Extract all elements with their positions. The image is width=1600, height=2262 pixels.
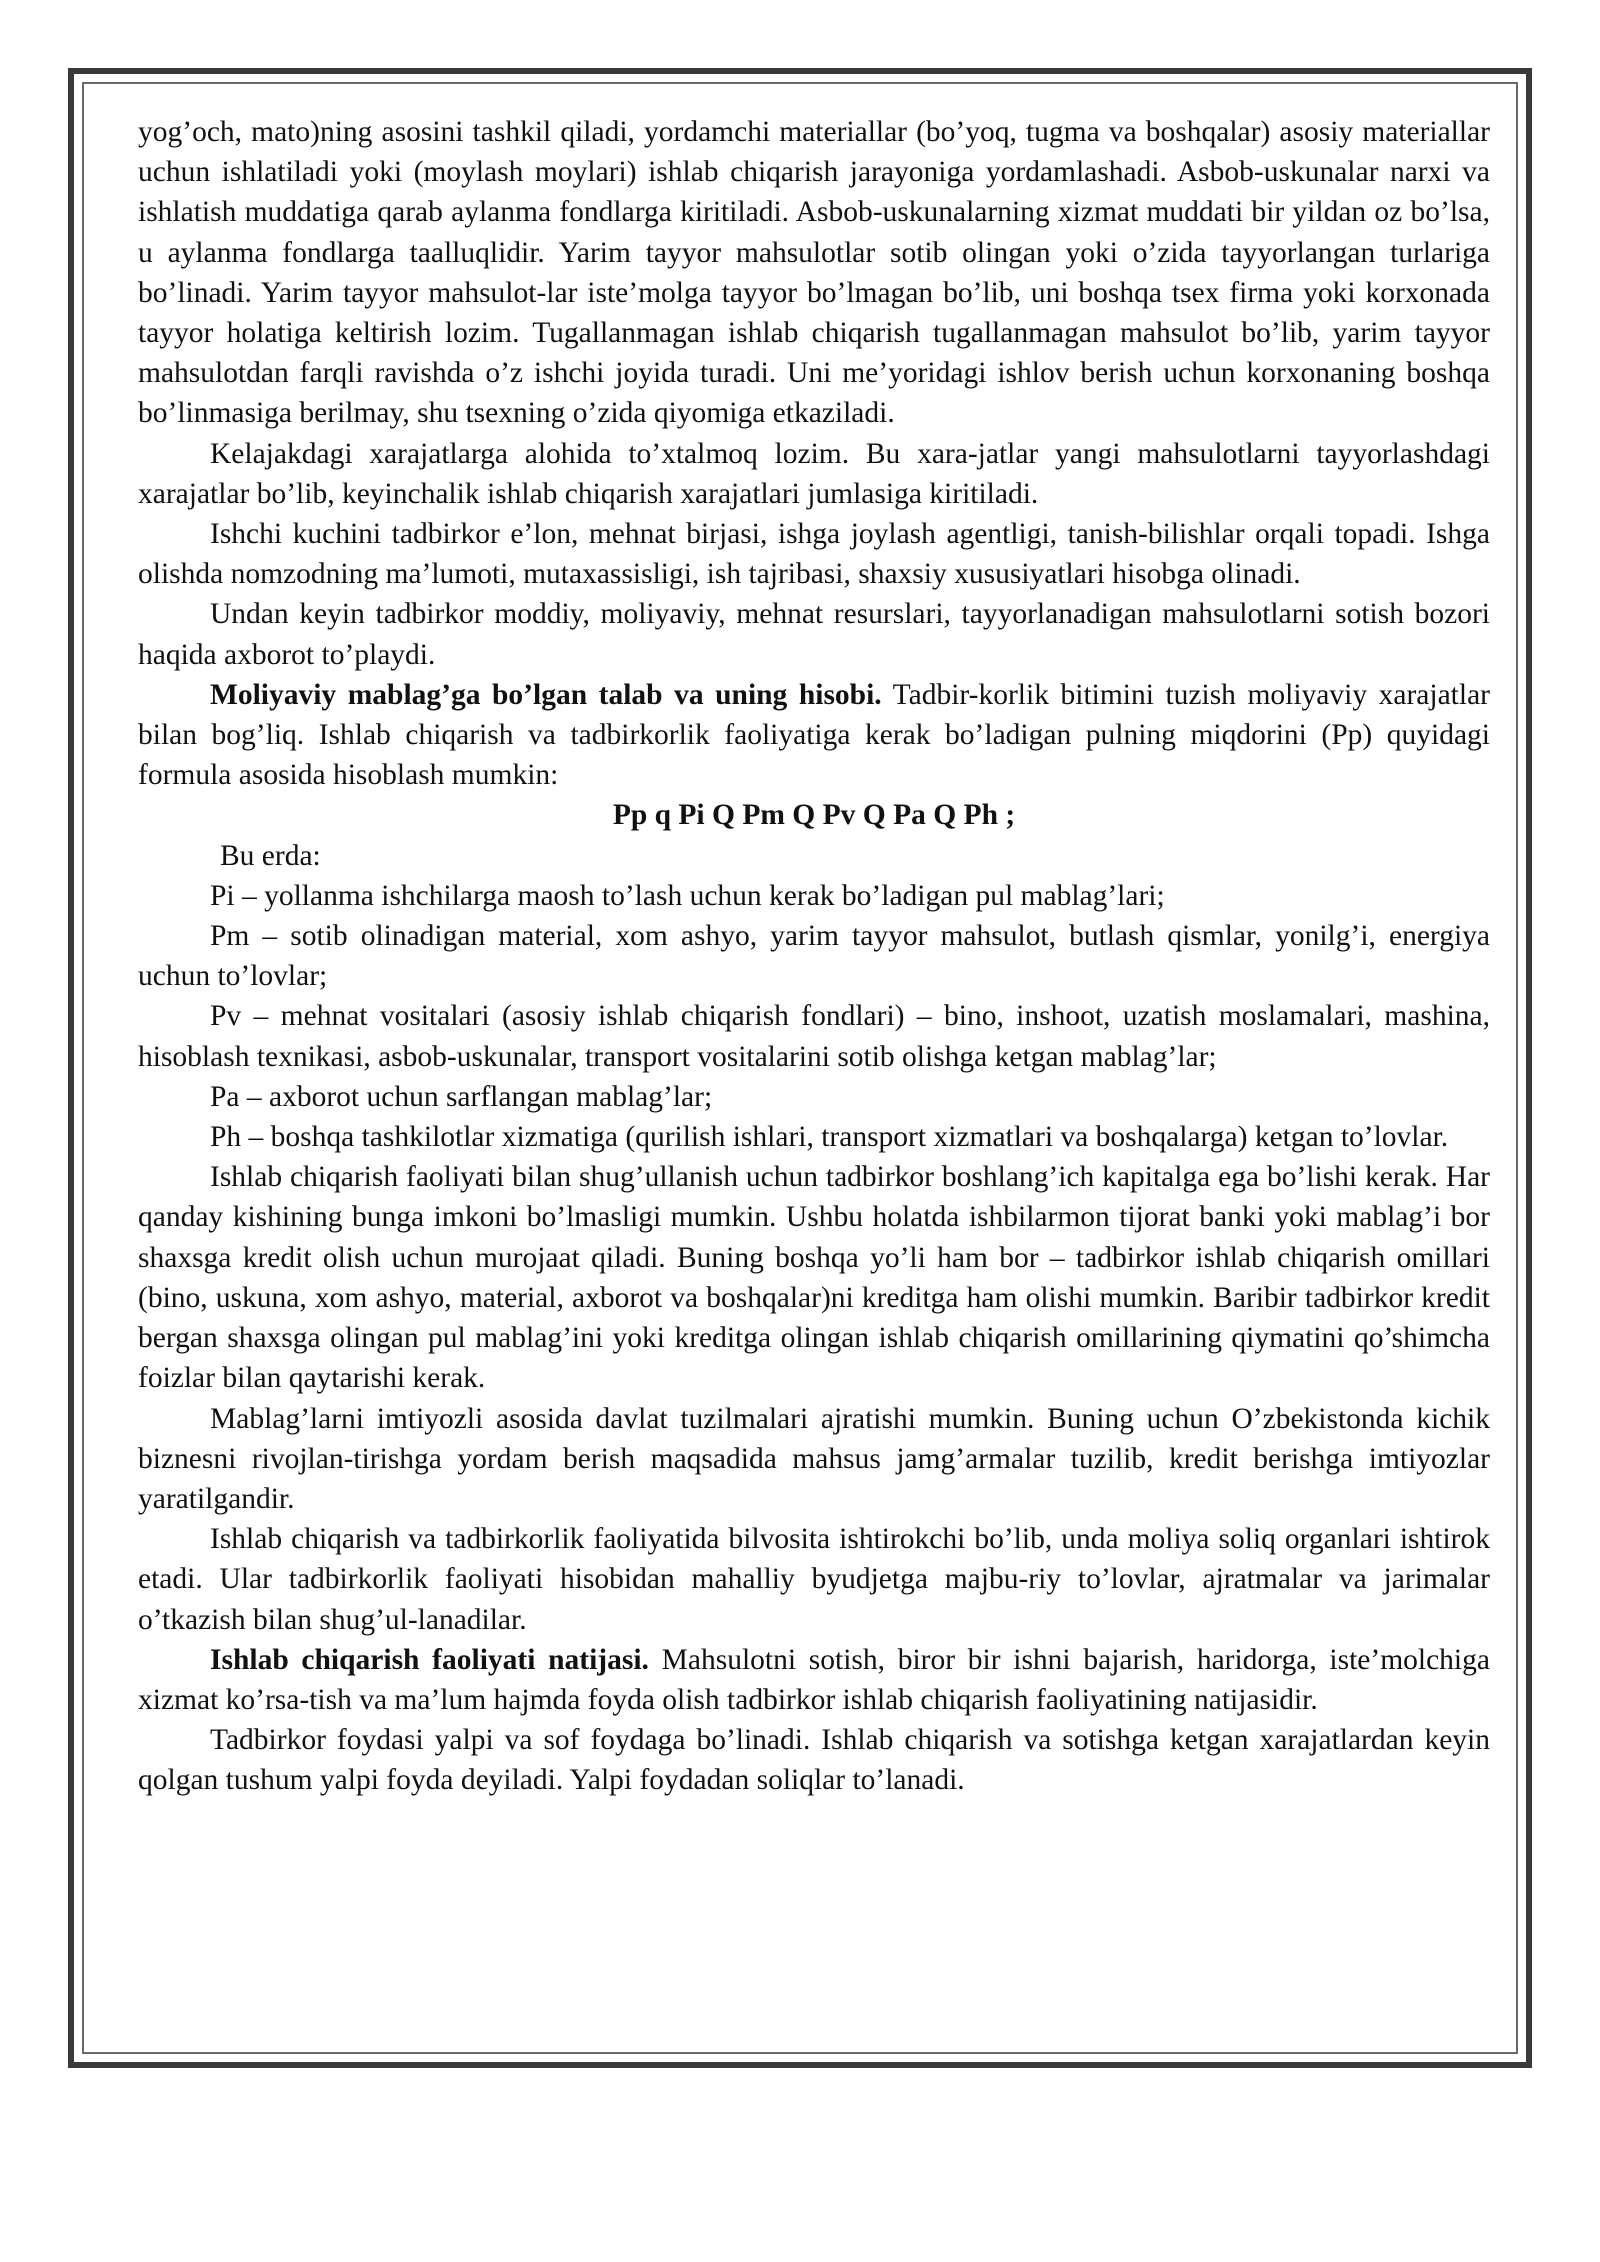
formula: Pp q Pi Q Pm Q Pv Q Pa Q Ph ; <box>612 799 1016 832</box>
section-text: Mahsulotni sotish, biror bir ishni bajarish, haridorga, iste’molchiga xizmat ko’rsa-tish va ma’lum hajmda foyda olish tadbirkor ishlab chiqarish faoliyatining natijasidir. <box>138 1643 1490 1716</box>
section-heading: Ishlab chiqarish faoliyati natijasi. <box>210 1643 649 1676</box>
paragraph: Kelajakdagi xarajatlarga alohida to’xtalmoq lozim. Bu xara-jatlar yangi mahsulotlarni tayyorlashdagi xarajatlar bo’lib, keyinchalik ishlab chiqarish xarajatlari jumlasiga kiritiladi. <box>138 437 1490 510</box>
definition-item: Pm – sotib olinadigan material, xom ashyo, yarim tayyor mahsulot, butlash qismlar, yonilg’i, energiya uchun to’lovlar; <box>138 920 1490 993</box>
section-text: Tadbir-korlik bitimini tuzish moliyaviy xarajatlar bilan bog’liq. Ishlab chiqarish va tadbirkorlik faoliyatiga kerak bo’ladigan pulning miqdorini (Pp) quyidagi formula asosida hisoblash mumkin: <box>138 678 1490 792</box>
paragraph: Ishchi kuchini tadbirkor e’lon, mehnat birjasi, ishga joylash agentligi, tanish-bilishlar orqali topadi. Ishga olishda nomzodning ma’lumoti, mutaxassisligi, ish tajribasi, shaxsiy xususiyatlari hisobga olinadi. <box>138 518 1490 591</box>
document-body <box>138 112 1490 1801</box>
section-paragraph <box>138 1640 1490 1720</box>
paragraph: Mablag’larni imtiyozli asosida davlat tuzilmalari ajratishi mumkin. Buning uchun O’zbekistonda kichik biznesni rivojlan-tirishga yordam berish maqsadida mahsus jamg’armalar tuzilib, kredit berishga imtiyozlar yaratilgandir. <box>138 1402 1490 1515</box>
definition-item: Pi – yollanma ishchilarga maosh to’lash uchun kerak bo’ladigan pul mablag’lari; <box>210 879 1165 912</box>
paragraph: Ishlab chiqarish va tadbirkorlik faoliyatida bilvosita ishtirokchi bo’lib, unda moliya soliq organlari ishtirok etadi. Ular tadbirkorlik faoliyati hisobidan mahalliy byudjetga majbu-riy to’lovlar, ajratmalar va jarimalar o’tkazish bilan shug’ul-lanadilar. <box>138 1523 1490 1636</box>
definition-item: Pv – mehnat vositalari (asosiy ishlab chiqarish fondlari) – bino, inshoot, uzatish moslamalari, mashina, hisoblash texnikasi, asbob-uskunalar, transport vositalarini sotib olishga ketgan mablag’lar; <box>138 1000 1490 1073</box>
paragraph: Ishlab chiqarish faoliyati bilan shug’ullanish uchun tadbirkor boshlang’ich kapitalga ega bo’lishi kerak. Har qanday kishining bunga imkoni bo’lmasligi mumkin. Ushbu holatda ishbilarmon tijorat banki yoki mablag’i bor shaxsga kredit olish uchun murojaat qiladi. Buning boshqa yo’li ham bor – tadbirkor ishlab chiqarish omillari (bino, uskuna, xom ashyo, material, axborot va boshqalar)ni kreditga ham olishi mumkin. Baribir tadbirkor kredit bergan shaxsga olingan pul mablag’ini yoki kreditga olingan ishlab chiqarish omillarining qiymatini qo’shimcha foizlar bilan qaytarishi kerak. <box>138 1161 1490 1395</box>
paragraph: Tadbirkor foydasi yalpi va sof foydaga bo’linadi. Ishlab chiqarish va sotishga ketgan xarajatlardan keyin qolgan tushum yalpi foyda deyiladi. Yalpi foydadan soliqlar to’lanadi. <box>138 1724 1490 1797</box>
paragraph: Undan keyin tadbirkor moddiy, moliyaviy, mehnat resurslari, tayyorlanadigan mahsulotlarni sotish bozori haqida axborot to’playdi. <box>138 598 1490 671</box>
section-heading: Moliyaviy mablag’ga bo’lgan talab va uning hisobi. <box>210 678 882 711</box>
section-paragraph <box>138 675 1490 796</box>
bu-erda-label: Bu erda: <box>220 839 321 872</box>
definition-item: Pa – axborot uchun sarflangan mablag’lar; <box>210 1080 713 1113</box>
paragraph: yog’och, mato)ning asosini tashkil qiladi, yordamchi materiallar (bo’yoq, tugma va boshqalar) asosiy materiallar uchun ishlatiladi yoki (moylash moylari) ishlab chiqarish jarayoniga yordamlashadi. Asbob-uskunalar narxi va ishlatish muddatiga qarab aylanma fondlarga kiritiladi. Asbob-uskunalarning xizmat muddati bir yildan oz bo’lsa, u aylanma fondlarga taalluqlidir. Yarim tayyor mahsulotlar sotib olingan yoki o’zida tayyorlangan turlariga bo’linadi. Yarim tayyor mahsulot-lar iste’molga tayyor bo’lmagan bo’lib, uni boshqa tsex firma yoki korxonada tayyor holatiga keltirish lozim. Tugallanmagan ishlab chiqarish tugallanmagan mahsulot bo’lib, yarim tayyor mahsulotdan farqli ravishda o’z ishchi joyida turadi. Uni me’yoridagi ishlov berish uchun korxonaning boshqa bo’linmasiga berilmay, shu tsexning o’zida qiyomiga etkaziladi. <box>138 116 1490 430</box>
definition-item: Ph – boshqa tashkilotlar xizmatiga (qurilish ishlari, transport xizmatlari va boshqalarga) ketgan to’lovlar. <box>210 1121 1449 1154</box>
